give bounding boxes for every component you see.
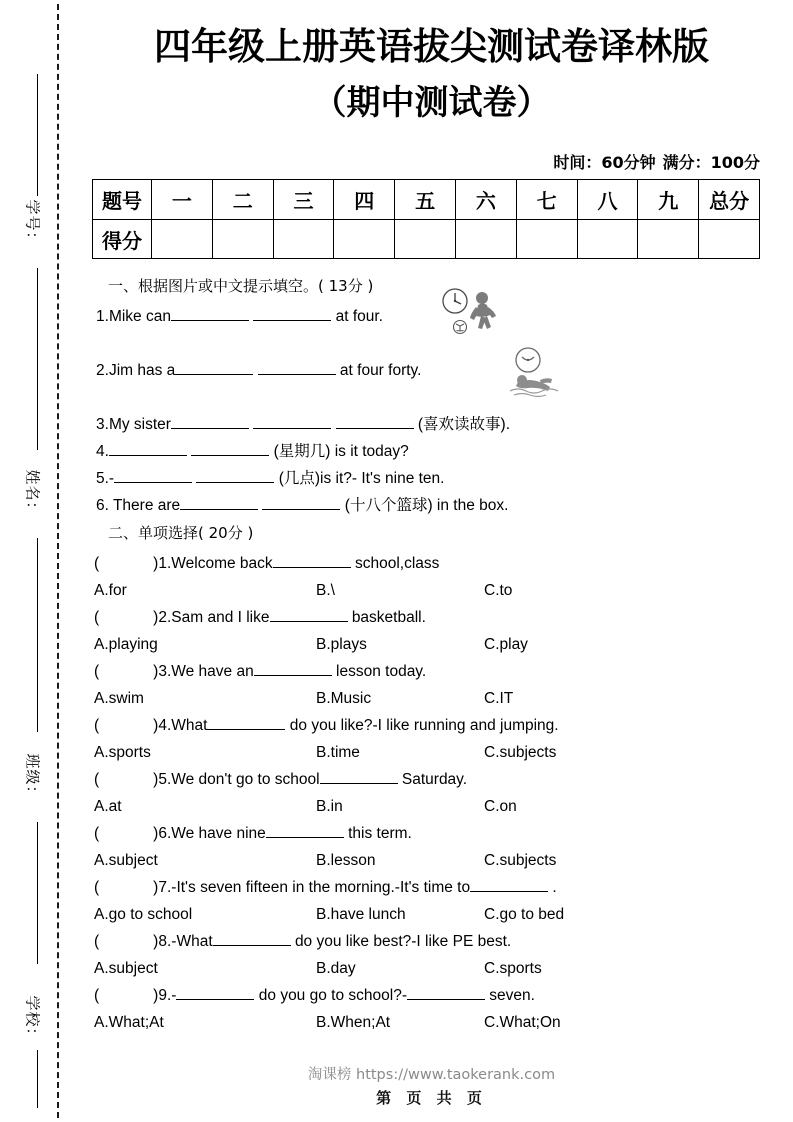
- fill-question-4: [96, 438, 773, 465]
- question-number: 2.: [158, 609, 172, 626]
- mc-question-5: [94, 766, 773, 793]
- seal-rule-3: [37, 538, 38, 732]
- mc-options-8: [94, 955, 773, 982]
- score-table-header-cell: 五: [395, 180, 456, 220]
- question-number: 8.: [158, 933, 172, 950]
- option-c[interactable]: C.play: [484, 636, 528, 653]
- section-2-points: ( 20分 ): [198, 524, 254, 542]
- option-b[interactable]: B.lesson: [316, 852, 376, 869]
- paper-body: [70, 275, 793, 1036]
- mc-question-1: [94, 550, 773, 577]
- mc-question-2: [94, 604, 773, 631]
- question-tail: lesson today.: [336, 663, 427, 680]
- fill-question-2: [96, 357, 773, 384]
- choice-paren-open[interactable]: (: [94, 933, 100, 950]
- choice-paren-open[interactable]: (: [94, 825, 100, 842]
- question-number: 1.: [96, 308, 109, 325]
- choice-paren-close: ): [153, 933, 159, 950]
- question-tail: do you go to school?-: [258, 987, 407, 1004]
- choice-paren-open[interactable]: (: [94, 717, 100, 734]
- score-row-label: 得分: [93, 220, 152, 259]
- question-text: We have an: [171, 663, 254, 680]
- seal-label-name: 姓名：: [23, 469, 42, 518]
- answer-blank[interactable]: [320, 769, 398, 784]
- question-text: Jim has a: [108, 362, 176, 379]
- question-number: 5.: [158, 771, 172, 788]
- answer-blank[interactable]: [180, 495, 258, 510]
- question-tail: basketball.: [351, 609, 426, 626]
- score-input-cell[interactable]: [699, 220, 760, 259]
- mc-options-7: [94, 901, 773, 928]
- option-c[interactable]: C.to: [484, 582, 513, 599]
- question-number: 1.: [158, 555, 172, 572]
- score-input-cell[interactable]: [334, 220, 395, 259]
- page-footer: [70, 1063, 793, 1108]
- mc-options-2: [94, 631, 773, 658]
- option-c[interactable]: C.sports: [484, 960, 542, 977]
- watermark-text: 淘课榜 https://www.taokerank.com: [307, 1067, 556, 1083]
- score-input-cell[interactable]: [638, 220, 699, 259]
- choice-paren-open[interactable]: (: [94, 663, 100, 680]
- answer-blank[interactable]: [253, 414, 331, 429]
- section-1-title: 一、根据图片或中文提示填空: [108, 277, 304, 295]
- seal-rule-1: [37, 74, 38, 196]
- answer-blank[interactable]: [470, 877, 548, 892]
- question-text: Mike can: [108, 308, 171, 325]
- answer-blank[interactable]: [196, 468, 274, 483]
- question-number: 4.: [96, 443, 109, 460]
- seal-dashed-line: [57, 4, 59, 1118]
- choice-paren-close: ): [153, 717, 159, 734]
- option-b[interactable]: B.When;At: [316, 1014, 391, 1031]
- question-tail: (十八个篮球) in the box.: [344, 497, 509, 514]
- question-number: 9.: [158, 987, 172, 1004]
- answer-blank[interactable]: [213, 931, 291, 946]
- question-text: What: [171, 717, 208, 734]
- seal-label-student-id: 学号：: [23, 199, 42, 248]
- question-text: -What: [171, 933, 213, 950]
- answer-blank[interactable]: [176, 985, 254, 1000]
- question-number: 2.: [96, 362, 109, 379]
- mc-question-8: [94, 928, 773, 955]
- answer-blank[interactable]: [258, 360, 336, 375]
- section-1-points: 。( 13分 ): [303, 277, 374, 295]
- seal-rule-5: [37, 1050, 38, 1108]
- score-input-cell[interactable]: [577, 220, 638, 259]
- mc-question-4: [94, 712, 773, 739]
- option-b[interactable]: B.have lunch: [316, 906, 406, 923]
- question-tail: .: [552, 879, 557, 896]
- exam-meta: [70, 150, 793, 173]
- question-tail: do you like best?-I like PE best.: [294, 933, 512, 950]
- score-table: [92, 179, 760, 259]
- choice-paren-open[interactable]: (: [94, 609, 100, 626]
- mc-question-7: [94, 874, 773, 901]
- option-c[interactable]: C.subjects: [484, 852, 557, 869]
- page-content: [70, 0, 793, 1122]
- question-spacer: [94, 330, 773, 357]
- answer-blank[interactable]: [270, 607, 348, 622]
- question-tail: school,class: [354, 555, 440, 572]
- choice-paren-close: ): [153, 663, 159, 680]
- mc-options-6: [94, 847, 773, 874]
- score-table-header-cell: 二: [212, 180, 273, 220]
- question-number: 3.: [96, 416, 109, 433]
- score-input-cell[interactable]: [273, 220, 334, 259]
- question-number: 3.: [158, 663, 172, 680]
- choice-paren-close: ): [153, 987, 159, 1004]
- choice-paren-close: ): [153, 825, 159, 842]
- option-a[interactable]: A.at: [94, 798, 122, 815]
- option-b[interactable]: B.time: [316, 744, 360, 761]
- page-title: 四年级上册英语拔尖测试卷译林版: [154, 25, 709, 68]
- table-row-score: [93, 220, 760, 259]
- score-input-cell[interactable]: [516, 220, 577, 259]
- choice-paren-open[interactable]: (: [94, 555, 100, 572]
- fill-question-1: [96, 303, 773, 330]
- option-c[interactable]: C.on: [484, 798, 517, 815]
- question-number: 4.: [158, 717, 172, 734]
- mc-question-9: [94, 982, 773, 1009]
- option-c[interactable]: C.What;On: [484, 1014, 561, 1031]
- question-number: 5.-: [96, 470, 115, 487]
- mc-options-3: [94, 685, 773, 712]
- fill-question-5: [96, 465, 773, 492]
- score-table-header-cell: 九: [638, 180, 699, 220]
- question-tail: (几点)is it?- It's nine ten.: [278, 470, 445, 487]
- option-a[interactable]: A.for: [94, 582, 127, 599]
- score-table-header-cell: 七: [516, 180, 577, 220]
- section-heading-2: [108, 522, 773, 543]
- option-b[interactable]: B.Music: [316, 690, 372, 707]
- question-text: There are: [112, 497, 181, 514]
- question-number: 6.: [158, 825, 172, 842]
- answer-blank[interactable]: [273, 553, 351, 568]
- question-tail: Saturday.: [401, 771, 468, 788]
- score-table-header-cell: 四: [334, 180, 395, 220]
- answer-blank[interactable]: [114, 468, 192, 483]
- question-spacer: [94, 384, 773, 411]
- score-table-header-cell: 一: [152, 180, 213, 220]
- option-a[interactable]: A.subject: [94, 852, 158, 869]
- question-tail: (喜欢读故事).: [417, 416, 511, 433]
- score-input-cell[interactable]: [212, 220, 273, 259]
- question-text: -: [171, 987, 177, 1004]
- question-tail: (星期几) is it today?: [273, 443, 409, 460]
- score-table-header-cell: 题号: [93, 180, 152, 220]
- question-text: Sam and I like: [171, 609, 270, 626]
- score-table-header-cell: 六: [455, 180, 516, 220]
- option-a[interactable]: A.playing: [94, 636, 158, 653]
- mc-options-5: [94, 793, 773, 820]
- score-table-wrap: [70, 179, 793, 259]
- section-2-title: 二、单项选择: [108, 524, 199, 542]
- question-text: We have nine: [171, 825, 266, 842]
- option-b[interactable]: B.plays: [316, 636, 367, 653]
- seal-rule-4: [37, 822, 38, 964]
- score-input-cell[interactable]: [395, 220, 456, 259]
- option-c[interactable]: C.subjects: [484, 744, 557, 761]
- mc-options-1: [94, 577, 773, 604]
- question-text: My sister: [108, 416, 171, 433]
- question-number: 7.: [158, 879, 172, 896]
- question-text: -It's seven fifteen in the morning.-It's time to: [171, 879, 471, 896]
- option-b[interactable]: B.day: [316, 960, 356, 977]
- question-tail: at four.: [335, 308, 383, 325]
- answer-blank[interactable]: [207, 715, 285, 730]
- option-a[interactable]: A.swim: [94, 690, 144, 707]
- option-c[interactable]: C.go to bed: [484, 906, 565, 923]
- option-a[interactable]: A.go to school: [94, 906, 193, 923]
- seal-label-school: 学校：: [23, 995, 42, 1044]
- question-text: Welcome back: [171, 555, 273, 572]
- score-table-header-cell: 八: [577, 180, 638, 220]
- answer-blank[interactable]: [171, 306, 249, 321]
- option-b[interactable]: B.\: [316, 582, 335, 599]
- mc-options-4: [94, 739, 773, 766]
- choice-paren-close: ): [153, 771, 159, 788]
- answer-blank[interactable]: [266, 823, 344, 838]
- score-input-cell[interactable]: [152, 220, 213, 259]
- question-tail: this term.: [348, 825, 412, 842]
- exam-time: 时间：60分钟: [553, 153, 656, 172]
- page-number-indicator: 第 页 共 页: [376, 1089, 487, 1107]
- score-table-header-cell: 三: [273, 180, 334, 220]
- choice-paren-close: ): [153, 879, 159, 896]
- option-c[interactable]: C.IT: [484, 690, 514, 707]
- answer-blank[interactable]: [407, 985, 485, 1000]
- seal-rule-2: [37, 268, 38, 450]
- fill-question-3: [96, 411, 773, 438]
- answer-blank[interactable]: [262, 495, 340, 510]
- option-b[interactable]: B.in: [316, 798, 343, 815]
- answer-blank[interactable]: [253, 306, 331, 321]
- mc-question-6: [94, 820, 773, 847]
- answer-blank[interactable]: [109, 441, 187, 456]
- option-a[interactable]: A.What;At: [94, 1014, 164, 1031]
- table-row-header: [93, 180, 760, 220]
- fill-question-6: [96, 492, 773, 519]
- question-text: We don't go to school: [171, 771, 320, 788]
- page-subtitle: （期中测试卷）: [312, 83, 551, 123]
- seal-label-class: 班级：: [23, 753, 42, 802]
- question-tail-2: seven.: [489, 987, 535, 1004]
- answer-blank[interactable]: [175, 360, 253, 375]
- choice-paren-open[interactable]: (: [94, 987, 100, 1004]
- question-tail: do you like?-I like running and jumping.: [289, 717, 559, 734]
- option-a[interactable]: A.subject: [94, 960, 158, 977]
- score-input-cell[interactable]: [455, 220, 516, 259]
- title-block: [70, 0, 793, 128]
- answer-blank[interactable]: [254, 661, 332, 676]
- choice-paren-close: ): [153, 609, 159, 626]
- section-heading-1: [108, 275, 773, 296]
- choice-paren-open[interactable]: (: [94, 771, 100, 788]
- mc-options-9: [94, 1009, 773, 1036]
- answer-blank[interactable]: [171, 414, 249, 429]
- choice-paren-open[interactable]: (: [94, 879, 100, 896]
- question-number: 6.: [96, 497, 113, 514]
- score-table-header-cell: 总分: [699, 180, 760, 220]
- exam-total-score: 满分：100分: [662, 153, 760, 172]
- question-tail: at four forty.: [339, 362, 422, 379]
- choice-paren-close: ): [153, 555, 159, 572]
- seal-margin: [0, 0, 70, 1122]
- option-a[interactable]: A.sports: [94, 744, 151, 761]
- mc-question-3: [94, 658, 773, 685]
- answer-blank[interactable]: [336, 414, 414, 429]
- answer-blank[interactable]: [191, 441, 269, 456]
